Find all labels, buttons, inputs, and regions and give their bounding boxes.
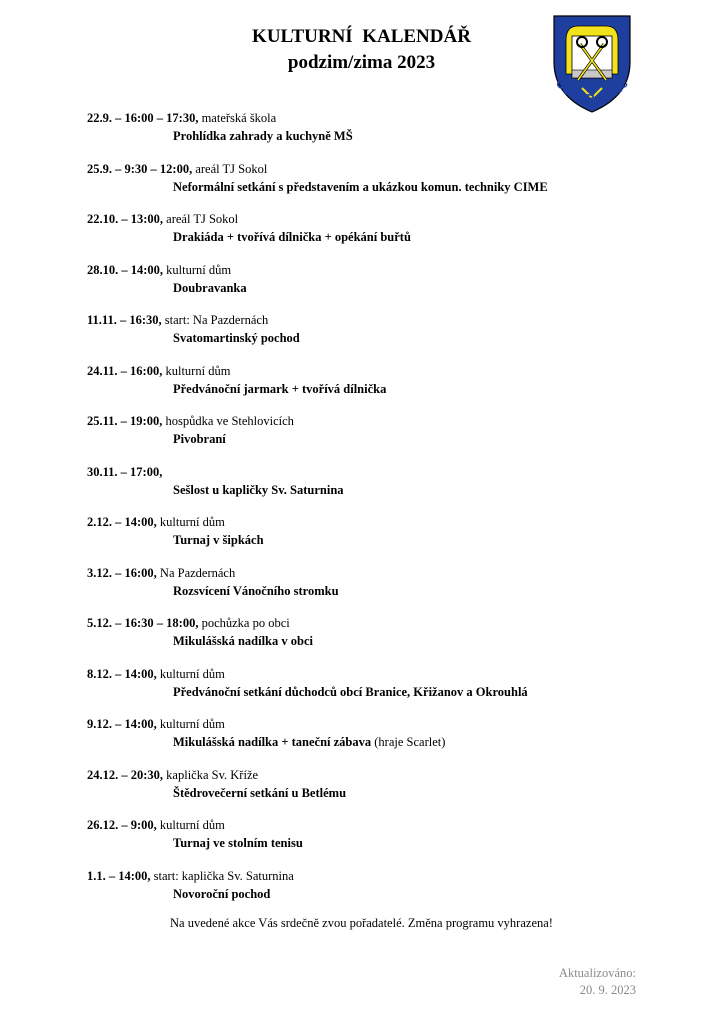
event-item bbox=[87, 867, 707, 918]
last-updated bbox=[559, 965, 636, 999]
event-date-place bbox=[87, 513, 707, 531]
event-venue: hospůdka ve Stehlovicích bbox=[162, 414, 294, 428]
event-title-line bbox=[87, 127, 707, 145]
event-item bbox=[87, 665, 707, 716]
event-title-line bbox=[87, 834, 707, 852]
event-title: Neformální setkání s představením a ukázkou komun. techniky CIME bbox=[173, 179, 548, 194]
event-date-place bbox=[87, 564, 707, 582]
event-item bbox=[87, 311, 707, 362]
event-title: Štědrovečerní setkání u Betlému bbox=[173, 785, 347, 800]
event-date-place bbox=[87, 867, 707, 885]
event-title-line bbox=[87, 885, 707, 903]
event-title: Novoroční pochod bbox=[173, 886, 271, 901]
event-item bbox=[87, 463, 707, 514]
logo-lettering: Obec Branice bbox=[552, 76, 632, 107]
footer-note: Na uvedené akce Vás srdečně zvou pořadatelé. Změna programu vyhrazena! bbox=[170, 916, 553, 930]
event-title-line bbox=[87, 329, 707, 347]
event-title: Předvánoční jarmark + tvořívá dílnička bbox=[173, 381, 387, 396]
event-venue: kulturní dům bbox=[156, 717, 225, 731]
event-date-place bbox=[87, 362, 707, 380]
event-item bbox=[87, 816, 707, 867]
event-title: Mikulášská nadílka + taneční zábava bbox=[173, 735, 372, 749]
event-title-line bbox=[87, 430, 707, 448]
event-title: Drakiáda + tvořívá dílnička + opékání buřtů bbox=[173, 230, 411, 244]
event-title-line bbox=[87, 178, 707, 196]
event-item bbox=[87, 109, 707, 160]
event-venue: start: Na Pazdernách bbox=[161, 313, 269, 327]
event-date-time: 5.12. – 16:30 – 18:00, bbox=[87, 616, 199, 630]
event-date-place bbox=[87, 816, 707, 834]
event-venue: kaplička Sv. Kříže bbox=[163, 767, 259, 782]
event-item bbox=[87, 261, 707, 312]
event-date-place bbox=[87, 412, 707, 430]
event-date-time: 9.12. – 14:00, bbox=[87, 717, 157, 731]
event-title-line bbox=[87, 784, 707, 802]
event-item bbox=[87, 210, 707, 261]
event-venue: kulturní dům bbox=[163, 262, 232, 277]
event-date-place bbox=[87, 715, 707, 733]
event-title-line bbox=[87, 380, 707, 398]
event-date-time: 1.1. – 14:00, bbox=[87, 868, 151, 883]
event-date-place bbox=[87, 665, 707, 683]
event-title-line bbox=[87, 531, 707, 549]
event-note: (hraje Scarlet) bbox=[371, 735, 446, 749]
event-date-time: 22.10. – 13:00, bbox=[87, 212, 164, 226]
event-venue: kulturní dům bbox=[156, 666, 225, 681]
event-title: Svatomartinský pochod bbox=[173, 331, 300, 345]
event-venue: kulturní dům bbox=[156, 515, 225, 529]
event-date-place bbox=[87, 210, 707, 228]
event-title: Turnaj ve stolním tenisu bbox=[173, 836, 303, 850]
event-date-place bbox=[87, 766, 707, 784]
event-date-time: 30.11. – 17:00, bbox=[87, 464, 163, 479]
event-venue: mateřská škola bbox=[198, 111, 277, 125]
event-date-place bbox=[87, 463, 707, 481]
event-venue: pochůzka po obci bbox=[198, 616, 290, 630]
event-venue: areál TJ Sokol bbox=[192, 161, 268, 176]
event-title: Turnaj v šipkách bbox=[173, 533, 264, 547]
event-title-line bbox=[87, 632, 707, 650]
event-date-time: 2.12. – 14:00, bbox=[87, 515, 157, 529]
event-title: Rozsvícení Vánočního stromku bbox=[173, 583, 339, 598]
event-date-place bbox=[87, 261, 707, 279]
event-title: Mikulášská nadílka v obci bbox=[173, 634, 313, 648]
event-date-time: 26.12. – 9:00, bbox=[87, 818, 157, 832]
event-title-line bbox=[87, 481, 707, 499]
event-title: Sešlost u kapličky Sv. Saturnina bbox=[173, 482, 344, 497]
event-venue: kulturní dům bbox=[156, 818, 225, 832]
event-date-time: 25.11. – 19:00, bbox=[87, 414, 163, 428]
event-date-time: 24.12. – 20:30, bbox=[87, 767, 164, 782]
event-venue: start: kaplička Sv. Saturnina bbox=[150, 868, 294, 883]
event-list bbox=[87, 109, 707, 917]
event-item bbox=[87, 766, 707, 817]
event-item bbox=[87, 362, 707, 413]
event-date-time: 24.11. – 16:00, bbox=[87, 363, 163, 378]
event-date-place bbox=[87, 311, 707, 329]
updated-date: 20. 9. 2023 bbox=[579, 983, 636, 997]
event-item bbox=[87, 513, 707, 564]
event-title: Předvánoční setkání důchodců obcí Branice, Křižanov a Okrouhlá bbox=[173, 684, 528, 699]
event-item bbox=[87, 564, 707, 615]
event-title-line bbox=[87, 582, 707, 600]
event-title-line bbox=[87, 279, 707, 297]
event-date-time: 22.9. – 16:00 – 17:30, bbox=[87, 111, 199, 125]
event-date-time: 8.12. – 14:00, bbox=[87, 666, 157, 681]
event-title: Prohlídka zahrady a kuchyně MŠ bbox=[173, 129, 353, 143]
title-line-1: KULTURNÍ KALENDÁŘ bbox=[252, 26, 471, 47]
event-item bbox=[87, 160, 707, 211]
title-line-2: podzim/zima 2023 bbox=[287, 52, 436, 73]
event-date-time: 3.12. – 16:00, bbox=[87, 565, 157, 580]
event-date-time: 11.11. – 16:30, bbox=[87, 313, 162, 327]
event-title-line bbox=[87, 683, 707, 701]
event-item bbox=[87, 412, 707, 463]
event-title: Doubravanka bbox=[173, 280, 247, 295]
event-item bbox=[87, 614, 707, 665]
event-date-place bbox=[87, 109, 707, 127]
updated-label: Aktualizováno: bbox=[558, 966, 636, 980]
event-venue: Na Pazdernách bbox=[156, 565, 236, 580]
event-title-line bbox=[87, 228, 707, 246]
event-venue: kulturní dům bbox=[162, 363, 231, 378]
event-item bbox=[87, 715, 707, 766]
event-date-time: 25.9. – 9:30 – 12:00, bbox=[87, 161, 193, 176]
event-date-place bbox=[87, 160, 707, 178]
event-date-place bbox=[87, 614, 707, 632]
event-venue: areál TJ Sokol bbox=[163, 212, 239, 226]
event-title: Pivobraní bbox=[173, 432, 226, 446]
event-title-line bbox=[87, 733, 707, 751]
event-date-time: 28.10. – 14:00, bbox=[87, 262, 164, 277]
